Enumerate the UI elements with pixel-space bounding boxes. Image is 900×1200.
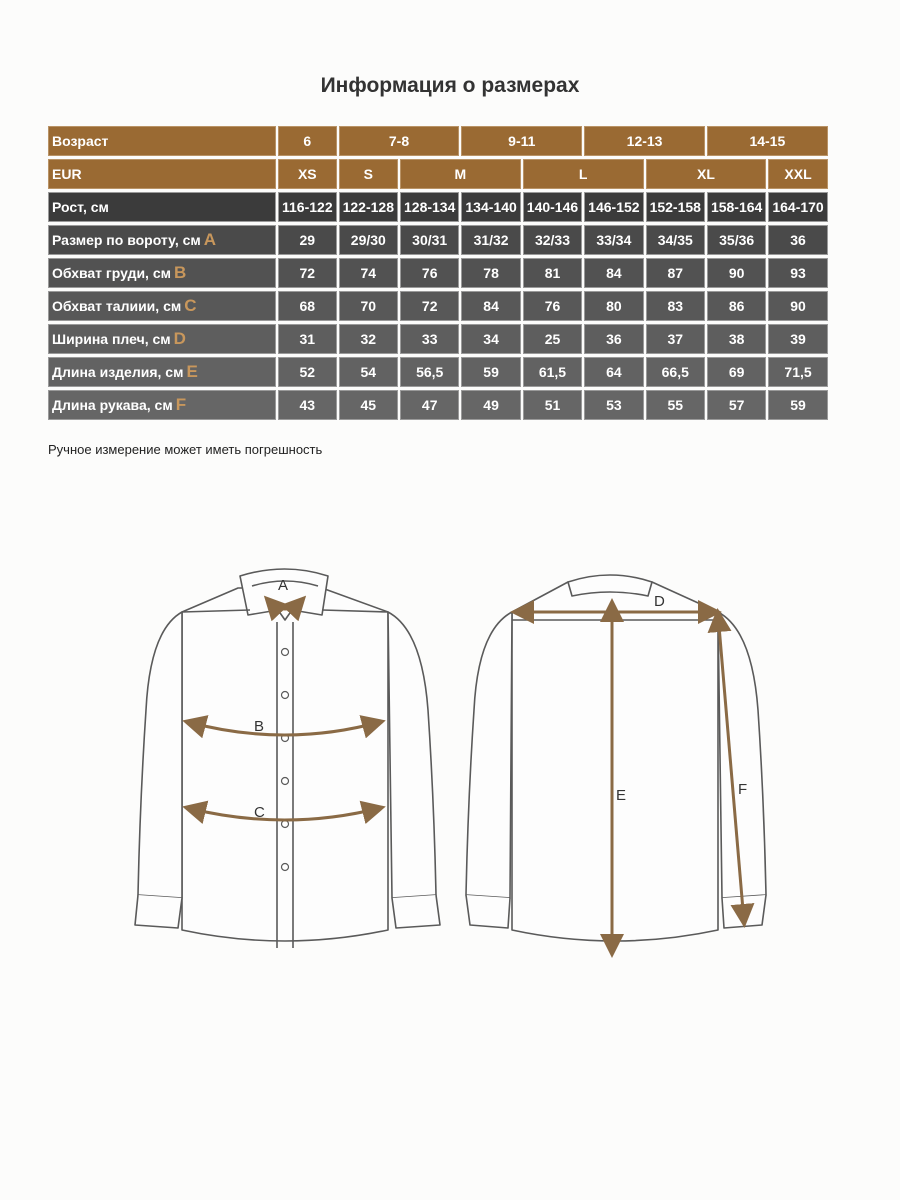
- measurement-cell: 30/31: [400, 225, 459, 255]
- row-letter: D: [173, 329, 186, 348]
- measurement-cell: 53: [584, 390, 643, 420]
- age-cell: 12-13: [584, 126, 705, 156]
- page-title: Информация о размерах: [320, 74, 580, 97]
- measurement-cell: 33/34: [584, 225, 643, 255]
- measurement-cell: 128-134: [400, 192, 459, 222]
- measurement-note: Ручное измерение может иметь погрешность: [48, 442, 323, 457]
- measurement-cell: 56,5: [400, 357, 459, 387]
- measurement-cell: 59: [461, 357, 520, 387]
- row-label-text: Обхват талиии, см: [52, 298, 182, 314]
- measurement-cell: 54: [339, 357, 398, 387]
- measurement-cell: 140-146: [523, 192, 582, 222]
- measurement-cell: 45: [339, 390, 398, 420]
- label-e: E: [616, 787, 627, 804]
- measurement-cell: 33: [400, 324, 459, 354]
- row-label-text: Длина рукава, см: [52, 397, 173, 413]
- age-cell: 7-8: [339, 126, 460, 156]
- measurement-cell: 78: [461, 258, 520, 288]
- measurement-cell: 31/32: [461, 225, 520, 255]
- measurement-cell: 152-158: [646, 192, 705, 222]
- row-letter: C: [184, 296, 197, 315]
- measurement-cell: 83: [646, 291, 705, 321]
- measurement-row-label: [48, 225, 276, 255]
- size-chart-table: [46, 123, 830, 423]
- measurement-cell: 84: [584, 258, 643, 288]
- row-label-text: Размер по вороту, см: [52, 232, 201, 248]
- measurement-row-label: [48, 291, 276, 321]
- measurement-row-label: [48, 357, 276, 387]
- measurement-cell: 84: [461, 291, 520, 321]
- age-row-label: Возраст: [48, 126, 276, 156]
- measurement-cell: 43: [278, 390, 337, 420]
- measurement-cell: 34/35: [646, 225, 705, 255]
- measurement-cell: 49: [461, 390, 520, 420]
- measurement-cell: 36: [768, 225, 827, 255]
- measurement-cell: 76: [523, 291, 582, 321]
- measurement-row: [48, 324, 828, 354]
- measurement-cell: 76: [400, 258, 459, 288]
- measurement-cell: 90: [707, 258, 766, 288]
- measurement-row: [48, 357, 828, 387]
- row-letter: B: [173, 263, 187, 282]
- measurement-cell: 32: [339, 324, 398, 354]
- measurement-row: [48, 225, 828, 255]
- row-label-text: Ширина плеч, см: [52, 331, 171, 347]
- measurement-row: [48, 291, 828, 321]
- measurement-cell: 74: [339, 258, 398, 288]
- shirt-back-drawing: [466, 575, 766, 941]
- measurement-cell: 164-170: [768, 192, 827, 222]
- measurement-cell: 70: [339, 291, 398, 321]
- measurement-cell: 59: [768, 390, 827, 420]
- measurement-cell: 55: [646, 390, 705, 420]
- eur-row: [48, 159, 828, 189]
- measurement-cell: 66,5: [646, 357, 705, 387]
- eur-cell: L: [523, 159, 644, 189]
- age-row: [48, 126, 828, 156]
- measurement-cell: 158-164: [707, 192, 766, 222]
- measurement-row: [48, 192, 828, 222]
- measurement-cell: 31: [278, 324, 337, 354]
- measurement-cell: 38: [707, 324, 766, 354]
- measurement-cell: 34: [461, 324, 520, 354]
- measurement-cell: 39: [768, 324, 827, 354]
- label-a: A: [278, 577, 289, 594]
- measurement-cell: 80: [584, 291, 643, 321]
- measurement-cell: 72: [400, 291, 459, 321]
- measurement-cell: 36: [584, 324, 643, 354]
- measurement-cell: 25: [523, 324, 582, 354]
- row-label-text: Рост, см: [52, 199, 109, 215]
- measurement-cell: 86: [707, 291, 766, 321]
- measurement-cell: 71,5: [768, 357, 827, 387]
- measurement-cell: 52: [278, 357, 337, 387]
- measurement-cell: 146-152: [584, 192, 643, 222]
- age-cell: 9-11: [461, 126, 582, 156]
- measurement-cell: 68: [278, 291, 337, 321]
- measurement-row: [48, 390, 828, 420]
- shirt-measurement-diagram: [0, 540, 900, 970]
- row-letter: E: [186, 362, 198, 381]
- measurement-row-label: [48, 258, 276, 288]
- measurement-cell: 32/33: [523, 225, 582, 255]
- measurement-row-label: [48, 390, 276, 420]
- measurement-cell: 57: [707, 390, 766, 420]
- measurement-cell: 51: [523, 390, 582, 420]
- row-letter: A: [203, 230, 217, 249]
- measurement-cell: 64: [584, 357, 643, 387]
- measurement-cell: 122-128: [339, 192, 398, 222]
- measurement-cell: 61,5: [523, 357, 582, 387]
- measurement-cell: 35/36: [707, 225, 766, 255]
- label-f: F: [738, 781, 748, 798]
- label-c: C: [254, 804, 265, 821]
- measurement-row: [48, 258, 828, 288]
- label-b: B: [254, 718, 265, 735]
- measurement-cell: 90: [768, 291, 827, 321]
- eur-cell: XL: [646, 159, 767, 189]
- measurement-cell: 69: [707, 357, 766, 387]
- measurement-cell: 72: [278, 258, 337, 288]
- measurement-cell: 47: [400, 390, 459, 420]
- measurement-cell: 93: [768, 258, 827, 288]
- row-label-text: Длина изделия, см: [52, 364, 184, 380]
- measurement-row-label: [48, 324, 276, 354]
- eur-cell: S: [339, 159, 398, 189]
- eur-row-label: EUR: [48, 159, 276, 189]
- measurement-cell: 37: [646, 324, 705, 354]
- measurement-cell: 81: [523, 258, 582, 288]
- measurement-cell: 29: [278, 225, 337, 255]
- shirt-front-drawing: [135, 569, 440, 948]
- row-label-text: Обхват груди, см: [52, 265, 171, 281]
- measurement-cell: 116-122: [278, 192, 337, 222]
- eur-cell: M: [400, 159, 521, 189]
- measurement-cell: 87: [646, 258, 705, 288]
- measurement-cell: 134-140: [461, 192, 520, 222]
- age-cell: 14-15: [707, 126, 828, 156]
- row-letter: F: [175, 395, 187, 414]
- eur-cell: XXL: [768, 159, 827, 189]
- measurement-row-label: [48, 192, 276, 222]
- measurement-cell: 29/30: [339, 225, 398, 255]
- eur-cell: XS: [278, 159, 337, 189]
- age-cell: 6: [278, 126, 337, 156]
- label-d: D: [654, 593, 665, 610]
